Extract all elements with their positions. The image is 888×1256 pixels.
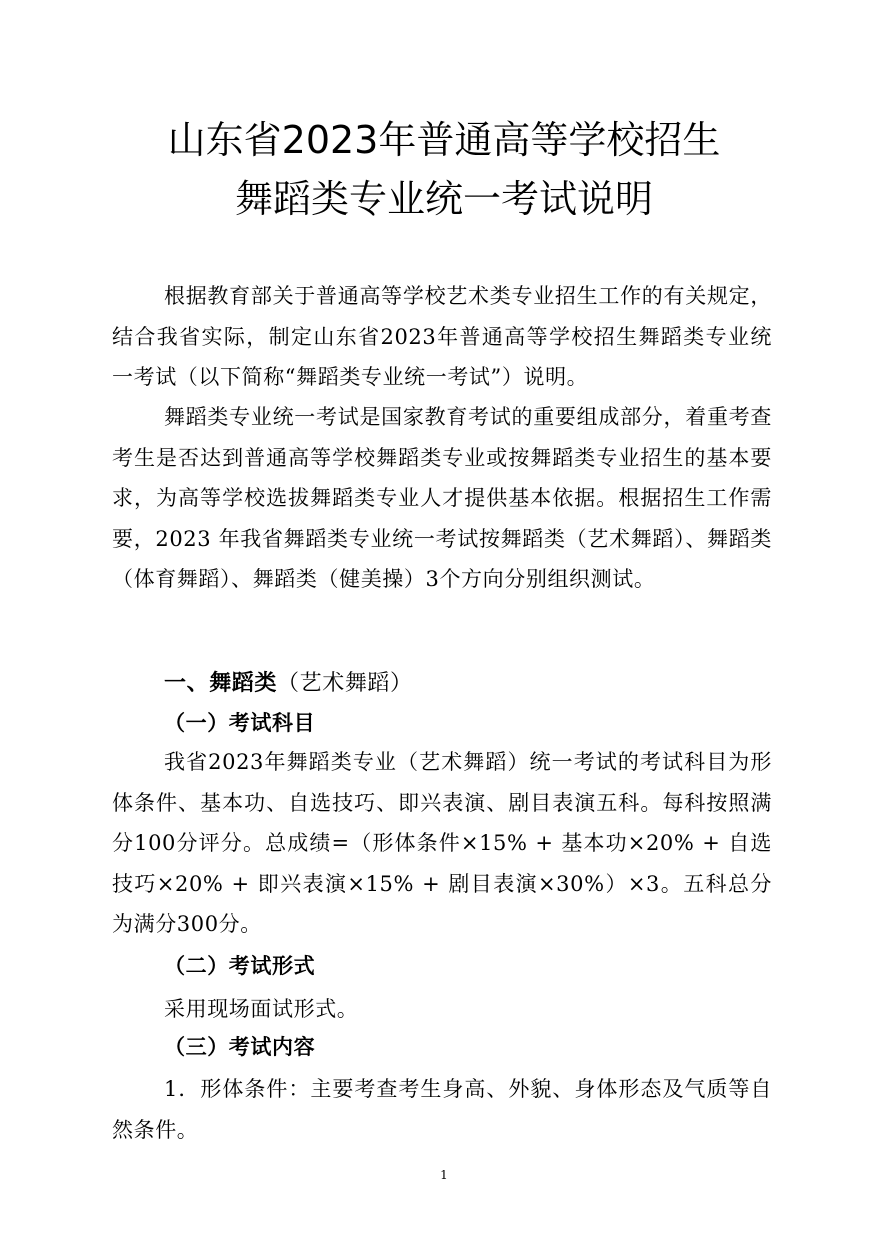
section-heading-art-dance bbox=[164, 664, 413, 704]
subsection-heading-subjects: （一）考试科目 bbox=[164, 711, 316, 735]
content-paragraph: 1．形体条件：主要考查考生身高、外貌、身体形态及气质等自然条件。 bbox=[112, 1077, 772, 1142]
intro-paragraph: 根据教育部关于普通高等学校艺术类专业招生工作的有关规定，结合我省实际，制定山东省2023年普通高等学校招生舞蹈类专业统一考试（以下简称“舞蹈类专业统一考试”）说明。 bbox=[112, 284, 772, 389]
overview-paragraph: 舞蹈类专业统一考试是国家教育考试的重要组成部分，着重考查考生是否达到普通高等学校舞蹈类专业或按舞蹈类专业招生的基本要求，为高等学校选拔舞蹈类专业人才提供基本依据。根据招生工作需要，2023 年我省舞蹈类专业统一考试按舞蹈类（艺术舞蹈）、舞蹈类（体育舞蹈）、舞蹈类（健美操）3个方向分别组织测试。 bbox=[112, 405, 772, 591]
subsection-heading-content: （三）考试内容 bbox=[164, 1035, 316, 1059]
subjects-paragraph: 我省2023年舞蹈类专业（艺术舞蹈）统一考试的考试科目为形体条件、基本功、自选技巧、即兴表演、剧目表演五科。每科按照满分100分评分。总成绩=（形体条件×15% + 基本功×20% + 自选技巧×20% + 即兴表演×15% + 剧目表演×30%）×3。五科总分为满分300分。 bbox=[112, 750, 772, 936]
page-number: 1 bbox=[440, 1168, 448, 1182]
document-title-line2: 舞蹈类专业统一考试说明 bbox=[234, 177, 653, 221]
section-heading-main: 一、舞蹈类 bbox=[164, 671, 278, 696]
section-heading-sub: （艺术舞蹈） bbox=[277, 671, 413, 696]
format-paragraph: 采用现场面试形式。 bbox=[164, 997, 359, 1021]
document-title-line1: 山东省2023年普通高等学校招生 bbox=[167, 118, 721, 162]
subsection-heading-format: （二）考试形式 bbox=[164, 954, 316, 978]
